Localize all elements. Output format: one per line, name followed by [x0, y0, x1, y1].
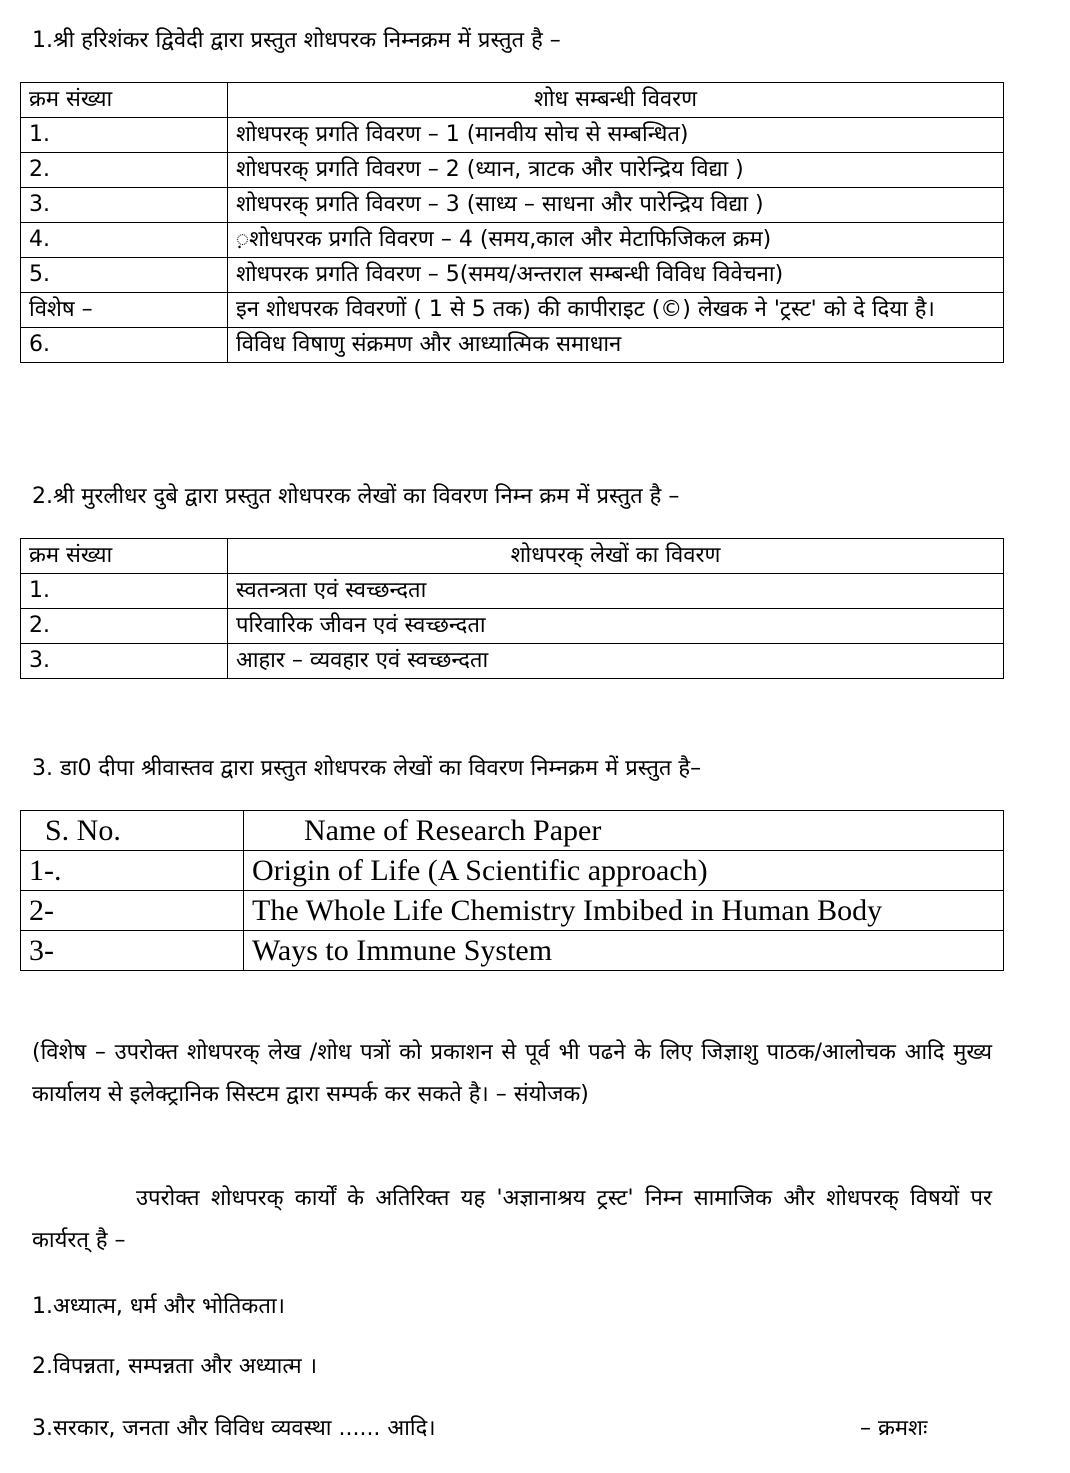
- section1-table: [20, 82, 1004, 363]
- row-description: आहार – व्यवहार एवं स्वच्छन्दता: [228, 644, 1004, 679]
- row-number: 1.: [21, 574, 228, 609]
- special-text: इन शोधपरक विवरणों ( 1 से 5 तक) की कापीराइट (©) लेखक ने 'ट्रस्ट' को दे दिया है।: [228, 293, 1004, 328]
- table-row: [21, 644, 1004, 679]
- column-header-description: शोध सम्बन्धी विवरण: [228, 83, 1004, 118]
- table-row: [21, 574, 1004, 609]
- section2-heading: 2.श्री मुरलीधर दुबे द्वारा प्रस्तुत शोधपरक लेखों का विवरण निम्न क्रम में प्रस्तुत है –: [32, 484, 680, 509]
- list-item: 2.विपन्नता, सम्पन्नता और अध्यात्म ।: [32, 1354, 318, 1379]
- column-header-description: शोधपरक् लेखों का विवरण: [228, 539, 1004, 574]
- column-header-number: क्रम संख्या: [21, 539, 228, 574]
- table-row: [21, 258, 1004, 293]
- row-number: 3-: [21, 931, 244, 971]
- list-item: 3.सरकार, जनता और विविध व्यवस्था ...... आदि।: [32, 1416, 436, 1441]
- table-row: [21, 931, 1004, 971]
- note-paragraph: (विशेष – उपरोक्त शोधपरक् लेख /शोध पत्रों को प्रकाशन से पूर्व भी पढने के लिए जिज्ञाशु पाठक/आलोचक आदि मुख्य कार्यालय से इलेक्ट्रानिक सिस्टम द्वारा सम्पर्क कर सकते है। – संयोजक): [32, 1040, 992, 1107]
- table-header-row: [21, 83, 1004, 118]
- column-header-number: S. No.: [21, 811, 244, 851]
- table-row: [21, 188, 1004, 223]
- table-row: [21, 153, 1004, 188]
- row-number: 3.: [21, 644, 228, 679]
- table-row: [21, 328, 1004, 363]
- section3-table: [20, 810, 1004, 971]
- table-row: [21, 223, 1004, 258]
- table-row: [21, 118, 1004, 153]
- row-number: 4.: [21, 223, 228, 258]
- table-header-row: [21, 539, 1004, 574]
- column-header-description: Name of Research Paper: [244, 811, 1004, 851]
- continued-marker: – क्रमशः: [860, 1416, 928, 1441]
- section3-heading: 3. डा0 दीपा श्रीवास्तव द्वारा प्रस्तुत शोधपरक लेखों का विवरण निम्नक्रम में प्रस्तुत है–: [32, 756, 702, 781]
- special-label: विशेष –: [21, 293, 228, 328]
- row-description: ़शोधपरक प्रगति विवरण – 4 (समय,काल और मेटाफिजिकल क्रम): [228, 223, 1004, 258]
- list-item: 1.अध्यात्म, धर्म और भोतिकता।: [32, 1294, 285, 1319]
- table-row: [21, 851, 1004, 891]
- table-row: [21, 609, 1004, 644]
- row-description: शोधपरक प्रगति विवरण – 5(समय/अन्तराल सम्बन्धी विविध विवेचना): [228, 258, 1004, 293]
- row-description: शोधपरक् प्रगति विवरण – 1 (मानवीय सोच से सम्बन्धित): [228, 118, 1004, 153]
- row-number: 1.: [21, 118, 228, 153]
- row-description: शोधपरक् प्रगति विवरण – 2 (ध्यान, त्राटक और पारेन्द्रिय विद्या ): [228, 153, 1004, 188]
- row-number: 2.: [21, 609, 228, 644]
- table-row-special: [21, 293, 1004, 328]
- row-number: 1-.: [21, 851, 244, 891]
- row-description: स्वतन्त्रता एवं स्वच्छन्दता: [228, 574, 1004, 609]
- table-row: [21, 891, 1004, 931]
- row-description: Origin of Life (A Scientific approach): [244, 851, 1004, 891]
- row-number: 2-: [21, 891, 244, 931]
- row-description: विविध विषाणु संक्रमण और आध्यात्मिक समाधान: [228, 328, 1004, 363]
- row-number: 5.: [21, 258, 228, 293]
- row-number: 3.: [21, 188, 228, 223]
- row-description: Ways to Immune System: [244, 931, 1004, 971]
- row-description: The Whole Life Chemistry Imbibed in Human Body: [244, 891, 1004, 931]
- intro-paragraph: उपरोक्त शोधपरक् कार्यों के अतिरिक्त यह 'अज्ञानाश्रय ट्रस्ट' निम्न सामाजिक और शोधपरक् विषयों पर कार्यरत् है –: [32, 1186, 992, 1253]
- row-description: शोधपरक् प्रगति विवरण – 3 (साध्य – साधना और पारेन्द्रिय विद्या ): [228, 188, 1004, 223]
- row-number: 2.: [21, 153, 228, 188]
- section2-table: [20, 538, 1004, 679]
- column-header-number: क्रम संख्या: [21, 83, 228, 118]
- table-header-row: [21, 811, 1004, 851]
- section1-heading: 1.श्री हरिशंकर द्विवेदी द्वारा प्रस्तुत शोधपरक निम्नक्रम में प्रस्तुत है –: [32, 28, 561, 53]
- row-number: 6.: [21, 328, 228, 363]
- row-description: परिवारिक जीवन एवं स्वच्छन्दता: [228, 609, 1004, 644]
